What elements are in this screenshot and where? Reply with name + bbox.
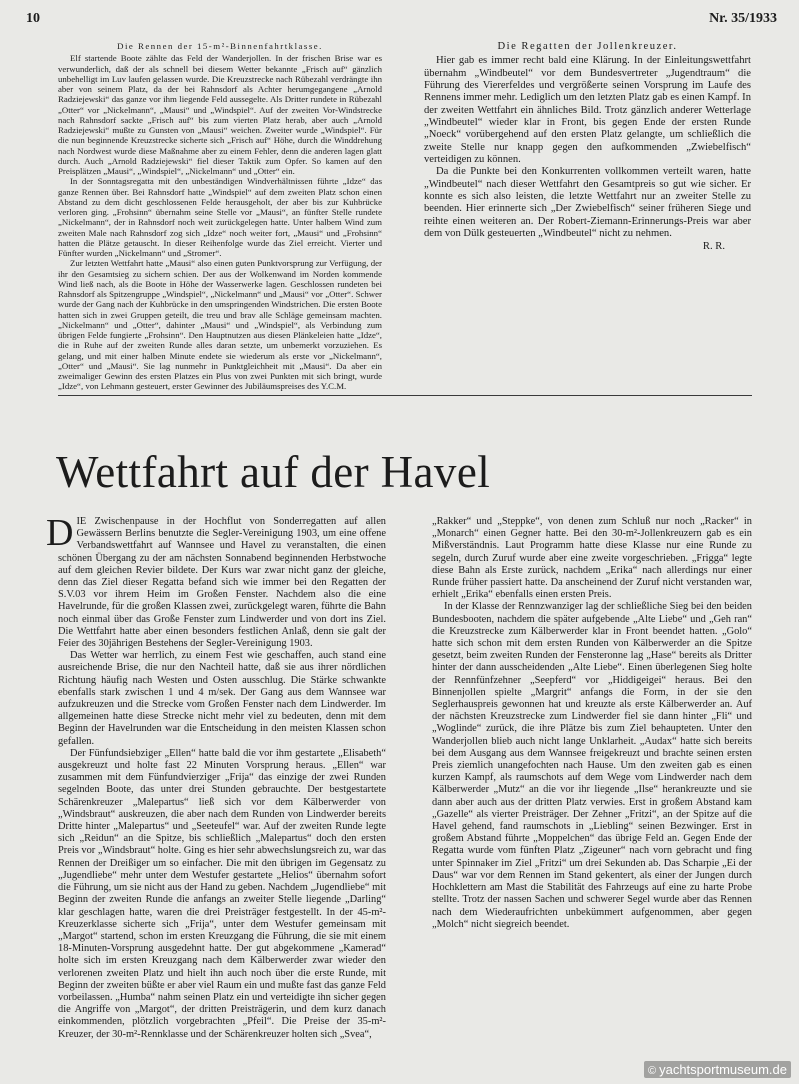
article-column-right	[432, 516, 752, 931]
page-number: 10	[26, 11, 40, 26]
paragraph: Zur letzten Wettfahrt hatte „Mausi“ also einen guten Punktvorsprung zur Verfügung, der ihr den Gesamtsieg zu sichern schien. Der aus der Wolkenwand im Norden kommende Wind ließ nach, als die Boote in Höhe der Wasserwerke lagen. Geschlossen rundeten bei Rahnsdorf als Spitzengruppe „Windspiel“, „Nickelmann“ und „Mausi“ vor „Otter“. Schwer wurde der Gang nach der Kuhbrücke in den umspringenden Windstrichen. Die ersten Boote hatten sich in zwei Gruppen geteilt, die treu und brav alle Schläge gemeinsam machten. „Nickelmann“ und „Otter“, dahinter „Mausi“ und „Windspiel“, als Verbindung zum übrigen Felde fungierte „Frohsinn“. Den Hauptnutzen aus diesen Plänkeleien hatte „Idze“, die in Ruhe auf der zweiten Runde alles daran setzte, um unbemerkt vorzuziehen. Es gelang, und mit einer halben Minute endete sie wiederum als erste vor „Nickelmann“, „Otter“ und „Mausi“. Sie lag nunmehr in Punktgleichheit mit „Mausi“. Da aber ein zweimaliger Gewinn des ersten Platzes ein Plus von zwei Punkten mit sich bringt, wurde „Idze“, von Lehmann gesteuert, erster Gewinner des Jubiläumspreises des Y.C.M.	[58, 258, 382, 392]
report-column-left	[58, 40, 382, 392]
section-subheading-jollenkreuzer: Die Regatten der Jollenkreuzer.	[497, 41, 678, 52]
copyright-icon: ©	[647, 1065, 657, 1077]
drop-cap: D	[46, 512, 74, 554]
article-column-left	[46, 512, 386, 1041]
watermark-text: yachtsportmuseum.de	[659, 1062, 787, 1077]
watermark	[644, 1061, 791, 1078]
report-column-right	[424, 40, 751, 253]
paragraph-text: IE Zwischenpause in der Hochflut von Sonderregatten auf allen Gewässern Berlins benutzte die Segler-Vereinigung 1903, um eine offene Verbandswettfahrt auf Wannsee und Havel zu veranstalten, die einen schönen Übergang zu der am nächsten Sonnabend beginnenden Herbstwoche auf dem gleichen Revier bildete. Der Kurs war zwar nicht ganz der gleiche, denn das Ziel dieser Regatta befand sich wie immer bei den Regatten der S.V.03 vor ihrem Heim im Großen Fenster. Nachdem also die eine Havelrunde, für die großen Klassen zwei, zurückgelegt waren, führte die Bahn noch einmal über das Große Fenster zum Lindwerder und von dort ins Ziel. Die Wettfahrt hatte aber einen besonders festlichen Anlaß, denn sie galt der Feier des 30jährigen Bestehens der Segler-Vereinigung 1903.	[58, 516, 386, 650]
paragraph: In der Klasse der Rennzwanziger lag der schließliche Sieg bei den beiden Bundesbooten, nachdem die später aufgebende „Alte Liebe“ und „Geh ran“ die Kreuzstrecke zum Kälberwerder klar in Front beendet hatten. „Golo“ hatte sich schon mit dem ersten Runden von Kälberwerder an die Spitze gesetzt, beim zweiten Runden der Fensteronne lag „Hase“ bereits als Dritter hinter der dann ausscheidenden „Alte Liebe“. Einen überlegenen Sieg holte der Rennfünfzehner „Seepferd“ vor „Hiddigeigei“ heraus. Bei den Binnenjollen spielte „Margrit“ anfangs die Form, in der sie den Seglerhauspreis gewonnen hat und kreuzte als erste Kälberwerder an. Auf der nächsten Kreuzstrecke zum Lindwerder fiel sie dann hinter „Fli“ und „Woglinde“ zurück, die ihre Plätze bis zum Ziel behaupteten. Unter den Wanderjollen blieb auch nicht lange Unklarheit. „Audax“ hatte sich bereits bei dem Ausgang aus dem Wannsee freigekreuzt und brachte seinen ersten Preis ziemlich unangefochten nach Hause. Um den zweiten gab es einen kurzen Kampf, als raumschots auf dem Wege vom Lindwerder nach dem Kälberwerder „Mutz“ an die vor ihr liegende „Ilse“ herankreuzte und sie dann aber auch aus der dritten Platz verwies. Erst in großem Abstand kam „Gazelle“ als vierter Preisträger. Der Zehner „Fritzi“, an der Spitze auf die Havel gehend, fand raumschots in „Liebling“ seinen Bezwinger. Erst in großem Abstand führte „Moppelchen“ das übrige Feld an. Gegen Ende der Regatta wurde vom fünften Platz „Zigeuner“ nach vorn gebracht und fing unter Spinnaker im Ziel „Fritzi“ um drei Sekunden ab. Das Scharpie „Ei der Daus“ war vor dem Rennen im Stand gekentert, als einer der Jungen durch Hochklettern am Mast die Stabilität des Fahrzeugs auf eine zu harte Probe stellte. Trotz der nassen Sachen und schwerer Segel wurde aber das Rennen nach dem Wiederaufrichten unbekümmert aufgenommen, aber gegen „Molch“ nicht siegreich beendet.	[432, 601, 752, 930]
paragraph	[46, 512, 386, 650]
section-subheading-binnenfahrt: Die Rennen der 15-m²-Binnenfahrtklasse.	[117, 41, 323, 51]
paragraph: Hier gab es immer recht bald eine Klärung. In der Einleitungswettfahrt übernahm „Windbeutel“ vor dem Bundesvertreter „Jugendtraum“ die Führung des Viererfeldes und vergrößerte seinen Vorsprung im Laufe des Rennens immer mehr. Lediglich um den letzten Platz gab es einen Kampf. In der zweiten Wettfahrt ein ähnliches Bild. Trotz gänzlich anderer Wetterlage „Windbeutel“ wieder klar in Front, bis gegen Ende der ersten Runde „Noeck“ vorübergehend auf den ersten Platz gelangte, um schließlich die zweite Stelle nur knapp gegen den aufkommenden „Zwiebelfisch“ verteidigen zu können.	[424, 55, 751, 166]
paragraph-continued: „Rakker“ und „Steppke“, von denen zum Schluß nur noch „Racker“ in „Monarch“ einen Gegner hatte. Bei den 30-m²-Jollenkreuzern gab es ein Mißverständnis. Laut Programm hatte diese Klasse nur eine Runde zu segeln, durch Zuruf wurde aber eine zweite vorgeschrieben. „Frigga“ legte diese Bahn als Erste zurück, nachdem „Erika“ nach allerdings nur einer Runde früher passiert hatte. Da anscheinend der Zuruf nicht verstanden war, erhielt „Erika“ ebenfalls einen ersten Preis.	[432, 516, 752, 601]
paragraph: Das Wetter war herrlich, zu einem Fest wie geschaffen, auch stand eine ausreichende Brise, die nur den Nachteil hatte, daß sie aus ihrer nördlichen Richtung häufig nach Westen und Osten ausschlug. Die Stärke schwankte ebenfalls stark zwischen 1 und 4 m/sek. Der Gang aus dem Wannsee war aufzukreuzen und die Strecke vom Großen Fenster nach dem Lindwerder. Im allgemeinen hatte diese Strecke nicht mehr viel zu bedeuten, denn mit dem Beginn der Havelrunden war die Entscheidung in den meisten Klassen schon gefallen.	[58, 650, 386, 747]
author-signature: R. R.	[702, 240, 725, 252]
issue-number: Nr. 35/1933	[709, 11, 777, 26]
paragraph: Elf startende Boote zählte das Feld der Wanderjollen. In der frischen Brise war es verwunderlich, daß der als schnell bei diesem Wetter bekannte „Frisch auf“ gänzlich unbehelligt im Luv laufen gelassen wurde. Die Kreuzstrecke nach Rübezahl verdrängte ihn aber von seinem Platz, da der bei Rahnsdorf als Achter herumgegangene „Arnold Radziejewski“ das ganze vor ihm liegende Feld aussegelte. Als Dritter rundete in Rübezahl „Otter“ vor „Nickelmann“, „Mausi“ und „Windspiel“. Auf der zweiten Vor-Windstrecke nach Rahnsdorf sackte „Frisch auf“ bis zum vierten Platz herab, aber auch „Arnold Radziejewski“ mußte zu Gunsten von „Mausi“ weichen. Zweiter wurde „Windspiel“. Für die nun beginnende Kreuzstrecke sicherte sich „Frisch auf“ Höhe, durch die Winddrehung nach Nordwest wurde diese Maßnahme aber zu einem Fehler, denn die anderen lagen glatt durch. Auch „Arnold Radziejewski“ fiel dieser Taktik zum Opfer. So kamen auf den Preisplätzen „Mausi“, „Windspiel“, „Nickelmann“ und „Otter“ ein.	[58, 53, 382, 176]
section-divider	[58, 395, 752, 396]
paragraph: Da die Punkte bei den Konkurrenten vollkommen verteilt waren, hatte „Windbeutel“ nach dieser Wettfahrt den Gesamtpreis so gut wie sicher. Er konnte es sich also leisten, die letzte Wettfahrt nur an zweiter Stelle zu beenden. Hier erinnerte sich „Der Zwiebelfisch“ seiner früheren Siege und reihte einen weiteren an. Der Robert-Ziemann-Erinnerungs-Preis war aber dem von Dülk gesteuerten „Windbeutel“ nicht zu nehmen.	[424, 166, 751, 240]
paragraph: Der Fünfundsiebziger „Ellen“ hatte bald die vor ihm gestartete „Elisabeth“ ausgekreuzt und holte fast 22 Minuten Vorsprung heraus. „Ellen“ war zusammen mit dem Fünfundvierziger „Frija“ das einzige der zwei Runden segelnden Boote, das unter drei Stunden gebrauchte. Der bestgestartete Schärenkreuzer „Malepartus“ ließ sich vor dem Kälberwerder von „Windsbraut“ auskreuzen, die aber nach dem Runden von Lindwerder bereits Dritte hinter „Malepartus“ und „Seeteufel“ war. Auf der zweiten Runde legte sich „Reidun“ an die Spitze, bis schließlich „Malepartus“ doch den ersten Preis vor „Windsbraut“ holte. Ging es hier sehr abwechslungsreich zu, war das Rennen der Dreißiger um so einfacher. Die mit den übrigen im Gegensatz zu „Jugendliebe“ mehr unter dem Westufer gestartete „Helios“ übernahm sofort die Führung, um sie nicht aus der Hand zu geben. Nachdem „Jugendliebe“ mit Beginn der zweiten Runde die anfangs an zweiter Stelle liegende „Darling“ klar geschlagen hatte, waren die drei Preisträger festgestellt. In der 45-m²-Kreuzerklasse sicherte sich „Frija“, unter dem Westufer gemeinsam mit „Margot“ startend, schon im ersten Kreuzgang die Führung, die sie mit einem 18-Minuten-Vorsprung ausgedehnt hatte. Der gut abgekommene „Kamerad“ holte sich im ersten Kreuzgang nach dem Kälberwerder zwar wieder den verlorenen zweiten Platz und hielt ihn auch noch über die erste Runde, mit Beginn der zweiten büßte er aber viel Raum ein und mußte fast das ganze Feld vorbeilassen. „Humba“ nahm seinen Platz ein und verteidigte ihn sicher gegen die Angriffe von „Margot“, der dritten Preisträgerin, und dem kurz danach einkommenden, plötzlich vorgebrachten „Pfeil“. Die Preise der 35-m²-Kreuzer, der 30-m²-Rennklasse und der Schärenkreuzer holten sich „Svea“,	[58, 747, 386, 1040]
article-title: Wettfahrt auf der Havel	[56, 447, 491, 497]
paragraph: In der Sonntagsregatta mit den unbeständigen Windverhältnissen führte „Idze“ das ganze Rennen über. Bei Rahnsdorf hatte „Windspiel“ auf dem zweiten Platz schon einen Abstand zu dem dicht geschlossenen Felde herausgeholt, der aber bis zur Kuhbrücke verloren ging. „Frohsinn“ übernahm seine Stelle vor „Mausi“, an fünfter Stelle rundete „Nickelmann“, der in Rahnsdorf noch weit zurückgelegen hatte. Unter halbem Wind zum zweiten Male nach Rahnsdorf zog sich „Idze“ noch weiter fort, „Mausi“ und „Frohsinn“ hatten die Plätze getauscht. In dieser Reihenfolge wurde das Ziel erreicht. Vierter und Fünfter wurden „Nickelmann“ und „Stromer“.	[58, 176, 382, 258]
